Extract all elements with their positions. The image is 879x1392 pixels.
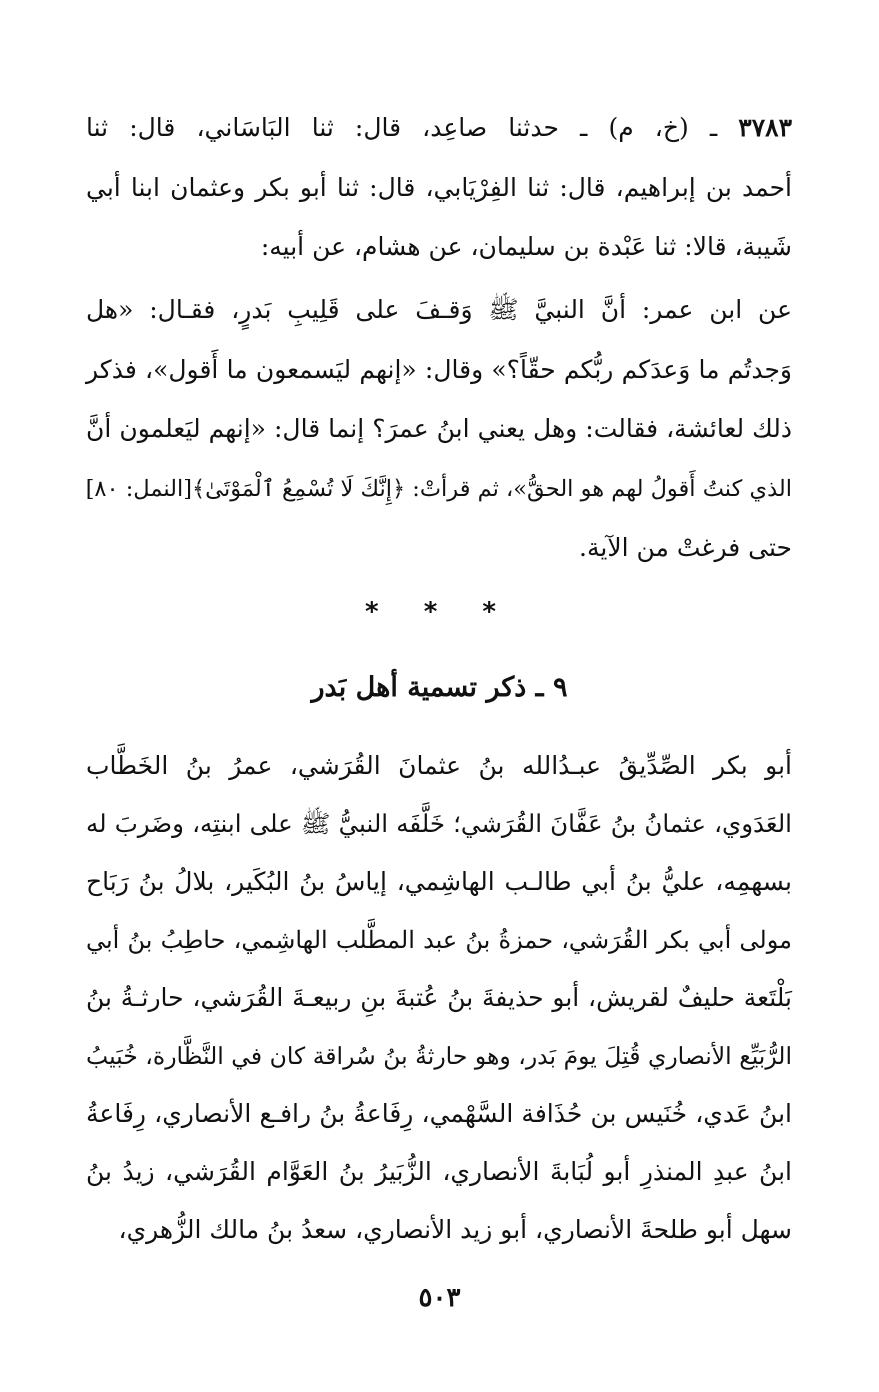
hadith-chain-text-1: ـ (خ، م) ـ حدثنا صاعِد، قال: ثنا البَاسَاني، قال: ثنا (86, 113, 718, 142)
hadith-text-line-5: حتى فرغتْ من الآية. (579, 533, 792, 562)
names-line-5: بَلْتَعة حليفٌ لقريش، أبو حذيفةَ بنُ عُتبةَ بنِ ربيعـةَ القُرَشي، حارثـةُ بنُ (86, 983, 792, 1012)
hadith-text-line-2: وَجدتُم ما وَعدَكم ربُّكم حقّاً؟» وقال: «إنهم ليَسمعون ما أَقول»، فذكر (86, 355, 792, 384)
hadith-line-1 (86, 110, 792, 146)
section-separator: * * * (365, 597, 514, 627)
names-line-3: بسهمِه، عليُّ بنُ أبي طالـب الهاشِمي، إياسُ بنُ البُكَير، بلالُ بنُ رَبَاح (86, 867, 792, 896)
page-number: ٥٠٣ (418, 1283, 461, 1313)
names-line-4: مولى أبي بكر القُرَشي، حمزةُ بنُ عبد المطَّلب الهاشِمي، حاطِبُ بنُ أبي (86, 926, 792, 954)
names-line-9: سهل أبو طلحةَ الأنصاري، أبو زيد الأنصاري، سعدُ بنُ مالك الزُّهري، (118, 1215, 792, 1244)
hadith-chain-text-2: أحمد بن إبراهيم، قال: ثنا الفِرْيَابي، قال: ثنا أبو بكر وعثمان ابنا أبي (86, 173, 792, 202)
hadith-number: ٣٧٨٣ (738, 113, 792, 142)
hadith-text-line-3: ذلك لعائشة، فقالت: وهل يعني ابنُ عمرَ؟ إنما قال: «إنهم ليَعلمون أنَّ (86, 414, 792, 443)
names-line-6: الرُّبَيِّع الأنصاري قُتِلَ يومَ بَدر، وهو حارثةُ بنُ سُراقة كان في النَّظَّارة، خُبَيبُ (86, 1042, 792, 1070)
names-line-2: العَدَوي، عثمانُ بنُ عَفَّانَ القُرَشي؛ خَلَّفَه النبيُّ ﷺ على ابنتِه، وضَربَ له (86, 809, 792, 838)
hadith-text-line-1: عن ابن عمر: أنَّ النبيَّ ﷺ وَقـفَ على قَلِيبِ بَدرٍ، فقـال: «هل (86, 295, 792, 324)
hadith-text-line-4: الذي كنتُ أَقولُ لهم هو الحقُّ»، ثم قرأتْ: ﴿إِنَّكَ لَا تُسْمِعُ ٱلْمَوْتَىٰ﴾[النمل: ٨٠] (85, 476, 792, 502)
names-line-7: ابنُ عَدي، خُنَيس بن حُذَافة السَّهْمي، رِفَاعةُ بنُ رافـع الأنصاري، رِفَاعةُ (86, 1099, 792, 1128)
section-heading: ٩ ـ ذكر تسمية أهل بَدر (311, 672, 568, 703)
names-line-1: أبو بكر الصِّدِّيقُ عبـدُالله بنُ عثمانَ القُرَشي، عمرُ بنُ الخَطَّاب (86, 751, 792, 780)
names-line-8: ابنُ عبدِ المنذرِ أبو لُبَابةَ الأنصاري، الزُّبَيرُ بنُ العَوَّام القُرَشي، زيدُ بنُ (86, 1157, 792, 1186)
hadith-chain-text-3: شَيبة، قالا: ثنا عَبْدة بن سليمان، عن هشام، عن أبيه: (260, 232, 792, 261)
